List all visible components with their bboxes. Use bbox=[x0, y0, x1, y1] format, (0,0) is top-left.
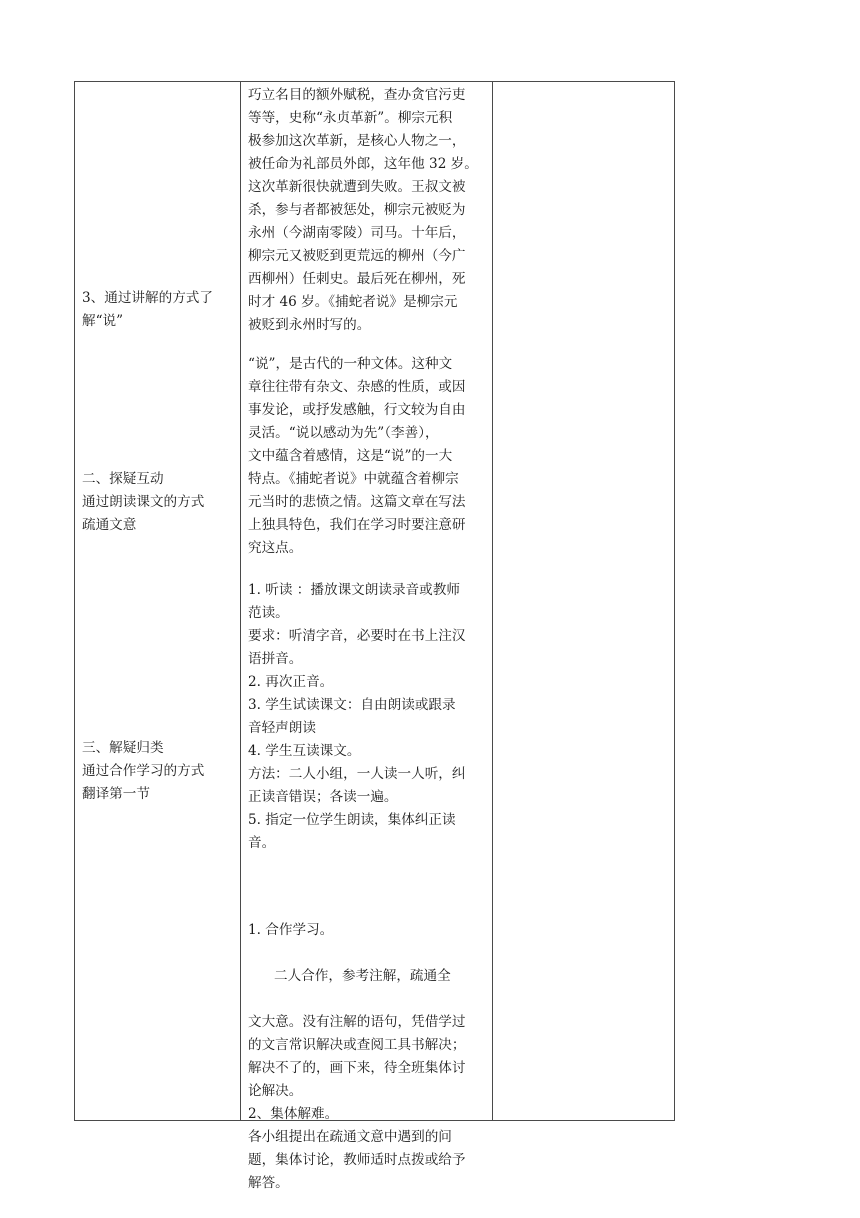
section-explain-shuo: 3、通过讲解的方式了 解“说” bbox=[82, 290, 213, 329]
section-inquiry-interaction: 二、探疑互动 通过朗读课文的方式 疏通文意 bbox=[82, 471, 205, 533]
cooperative-learning bbox=[248, 896, 488, 1218]
left-column-cell bbox=[75, 82, 241, 1121]
table-row bbox=[75, 82, 675, 1121]
shuo-genre-paragraph: “说”，是古代的一种文体。这种文 章往往带有杂文、杂感的性质，或因 事发论，或抒发感触，行文较为自由 灵活。“说以感动为先”（李善）， 文中蕴含着感情，这是“说”的一大 特点。《捕蛇者说》中就蕴含着柳宗 元当时的悲愤之情。这篇文章在写法 上独具特色，我们在学习时要注意研 究这点。 bbox=[248, 356, 466, 556]
reading-steps: 1. 听读 ：播放课文朗读录音或教师 范读。 要求：听清字音，必要时在书上注汉 语拼音。 2. 再次正音。 3. 学生试读课文：自由朗读或跟录 音轻声朗读 4. 学生互读课文。 方法：二人小组，一人读一人听，纠 正读音错误；各读一遍。 5. 指定一位学生朗读，集体纠正读 音。 bbox=[248, 582, 466, 851]
section-resolve-classify: 三、解疑归类 通过合作学习的方式 翻译第一节 bbox=[82, 740, 205, 802]
coop-title: 1. 合作学习。 bbox=[248, 922, 334, 938]
middle-column-cell bbox=[241, 82, 493, 1191]
right-column-cell bbox=[493, 82, 675, 1121]
coop-body: 文大意。没有注解的语句，凭借学过 的文言常识解决或查阅工具书解决； 解决不了的，画下来，待全班集体讨 论解决。 2、集体解难。 各小组提出在疏通文意中遇到的问 题，集体讨论，教师适时点拨或给予 解答。 bbox=[248, 1014, 466, 1191]
coop-indent-line: 二人合作，参考注解，疏通全 bbox=[274, 968, 451, 984]
background-paragraph: 巧立名目的额外赋税，查办贪官污吏 等等，史称“永贞革新”。柳宗元积 极参加这次革新，是核心人物之一， 被任命为礼部员外郎，这年他 32 岁。 这次革新很快就遭到失败。王叔文被 杀，参与者都被惩处，柳宗元被贬为 永州（今湖南零陵）司马。十年后， 柳宗元又被贬到更荒远的柳州（今广 西柳州）任刺史。最后死在柳州，死 时才 46 岁。《捕蛇者说》是柳宗元 被贬到永州时写的。 bbox=[248, 87, 478, 333]
lesson-plan-table bbox=[74, 81, 675, 1191]
